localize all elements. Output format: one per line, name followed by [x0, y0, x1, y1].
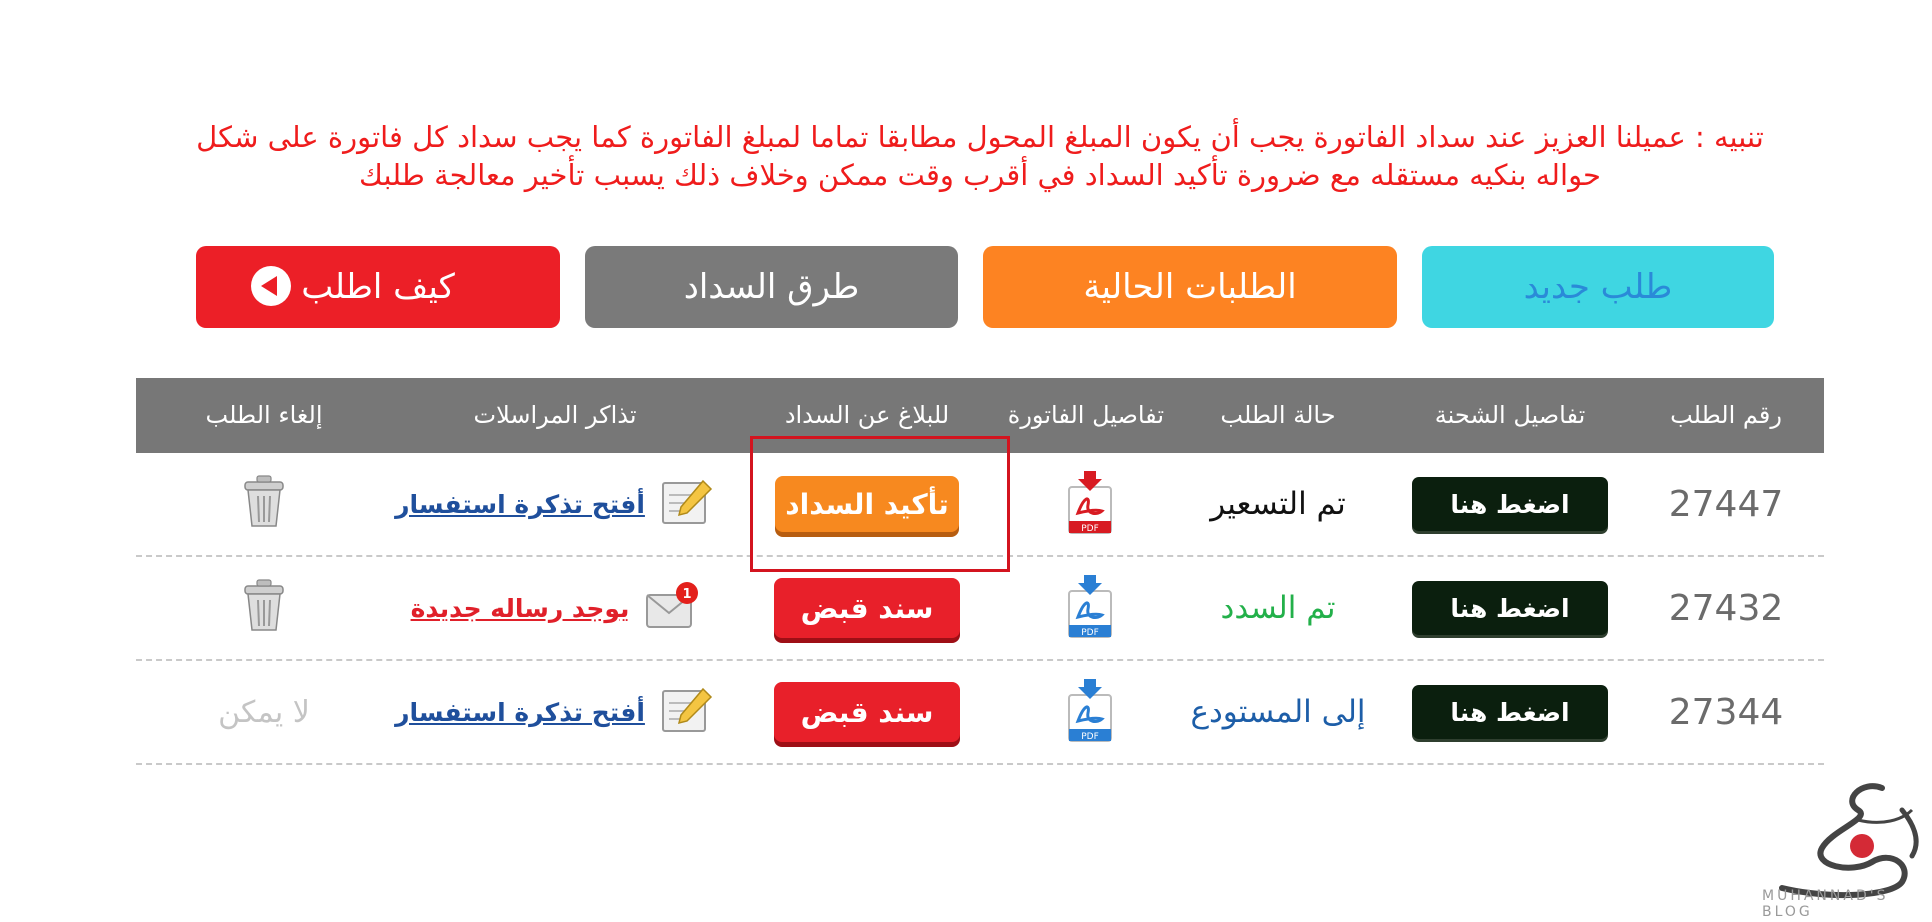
- header-payment: للبلاغ عن السداد: [784, 401, 950, 429]
- shipment-details-button[interactable]: اضغط هنا: [1412, 685, 1608, 739]
- new-order-button[interactable]: [1422, 246, 1774, 328]
- shipment-details-button[interactable]: اضغط هنا: [1412, 477, 1608, 531]
- envelope-notification-icon: [643, 581, 699, 635]
- payment-methods-label: طرق السداد: [683, 267, 860, 307]
- order-id: 27432: [1668, 587, 1784, 629]
- table-row: [136, 661, 1824, 765]
- table-row: [136, 453, 1824, 557]
- payment-notice: [140, 118, 1820, 194]
- table-header: [136, 378, 1824, 453]
- order-status: إلى المستودع: [1190, 694, 1366, 730]
- new-message-link[interactable]: يوجد رساله جديدة: [410, 593, 630, 623]
- note-edit-icon: [659, 685, 715, 739]
- current-orders-button[interactable]: [983, 246, 1397, 328]
- receipt-voucher-button[interactable]: سند قبض: [774, 578, 960, 638]
- pdf-label: PDF: [1081, 524, 1099, 534]
- order-status: تم السدد: [1220, 590, 1336, 626]
- notice-line-2: حواله بنكيه مستقله مع ضرورة تأكيد السداد في أقرب وقت ممكن وخلاف ذلك يسبب تأخير معالجة طلبك: [359, 158, 1601, 192]
- table-row: [136, 557, 1824, 661]
- order-status: تم التسعير: [1210, 486, 1346, 522]
- pdf-download-icon[interactable]: [1066, 469, 1114, 539]
- notice-line-1: تنبيه : عميلنا العزيز عند سداد الفاتورة يجب أن يكون المبلغ المحول مطابقا تماما لمبلغ الفاتورة كما يجب سداد كل فاتورة على شكل: [196, 120, 1764, 154]
- header-cancel: إلغاء الطلب: [205, 401, 323, 429]
- play-back-icon: [250, 265, 292, 307]
- header-messages: تذاكر المراسلات: [473, 401, 637, 429]
- pdf-label: PDF: [1081, 732, 1099, 742]
- how-to-order-button[interactable]: [196, 246, 560, 328]
- header-shipment: تفاصيل الشحنة: [1434, 401, 1586, 429]
- confirm-payment-button[interactable]: تأكيد السداد: [775, 476, 959, 532]
- how-to-order-label: كيف اطلب: [301, 267, 455, 307]
- trash-icon[interactable]: [241, 474, 287, 534]
- header-order-id: رقم الطلب: [1670, 401, 1782, 429]
- header-status: حالة الطلب: [1220, 401, 1336, 429]
- cancel-unavailable-text: لا يمكن: [218, 694, 310, 730]
- new-order-label: طلب جديد: [1523, 267, 1673, 307]
- payment-methods-button[interactable]: [585, 246, 958, 328]
- watermark-text: MUHANNAD'S BLOG: [1762, 888, 1889, 920]
- blog-watermark: [1762, 770, 1932, 922]
- open-inquiry-ticket-link[interactable]: أفتح تذكرة استفسار: [395, 489, 645, 519]
- note-edit-icon: [659, 477, 715, 531]
- pdf-label: PDF: [1081, 628, 1099, 638]
- orders-table: [136, 378, 1824, 765]
- shipment-details-button[interactable]: اضغط هنا: [1412, 581, 1608, 635]
- pdf-download-icon[interactable]: [1066, 573, 1114, 643]
- receipt-voucher-button[interactable]: سند قبض: [774, 682, 960, 742]
- trash-icon[interactable]: [241, 578, 287, 638]
- pdf-download-icon[interactable]: [1066, 677, 1114, 747]
- new-message-badge: 1: [682, 587, 692, 602]
- header-invoice: تفاصيل الفاتورة: [1007, 401, 1164, 429]
- current-orders-label: الطلبات الحالية: [1083, 267, 1297, 307]
- order-id: 27344: [1668, 691, 1784, 733]
- order-id: 27447: [1668, 483, 1784, 525]
- open-inquiry-ticket-link[interactable]: أفتح تذكرة استفسار: [395, 697, 645, 727]
